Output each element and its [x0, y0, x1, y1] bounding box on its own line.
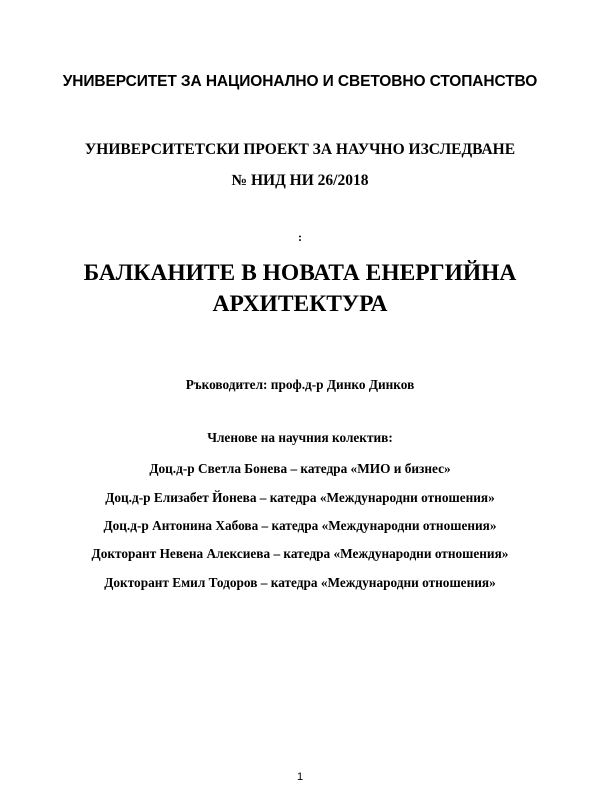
project-number: № НИД НИ 26/2018 — [231, 172, 369, 189]
member-item: Докторант Емил Тодоров – катедра «Международни отношения» — [104, 575, 496, 590]
page-number: 1 — [296, 771, 304, 783]
member-item: Доц.д-р Антонина Хабова – катедра «Международни отношения» — [103, 518, 497, 533]
colon-mark: : — [298, 230, 302, 244]
project-heading: УНИВЕРСИТЕТСКИ ПРОЕКТ ЗА НАУЧНО ИЗСЛЕДВАНЕ — [84, 141, 516, 158]
member-item: Доц.д-р Елизабет Йонева – катедра «Международни отношения» — [105, 490, 495, 505]
member-item: Доц.д-р Светла Бонева – катедра «МИО и бизнес» — [149, 461, 451, 476]
document-title — [0, 258, 600, 320]
university-name: УНИВЕРСИТЕТ ЗА НАЦИОНАЛНО И СВЕТОВНО СТОПАНСТВО — [62, 73, 538, 90]
member-item: Докторант Невена Алексиева – катедра «Международни отношения» — [91, 546, 509, 561]
members-heading: Членове на научния колектив: — [207, 430, 393, 445]
title-line-1: БАЛКАНИТЕ В НОВАТА ЕНЕРГИЙНА — [83, 260, 517, 286]
title-line-2: АРХИТЕКТУРА — [212, 291, 388, 317]
project-leader: Ръководител: проф.д-р Динко Динков — [185, 377, 415, 392]
